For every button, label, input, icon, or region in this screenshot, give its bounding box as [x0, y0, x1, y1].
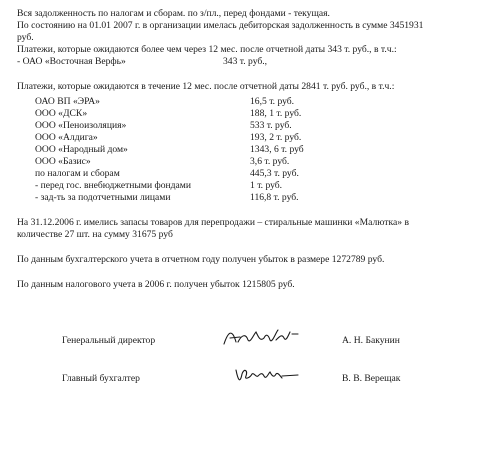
table-row-name: - перед гос. внебюджетными фондами: [35, 180, 191, 191]
accountant-title: Главный бухгалтер: [62, 373, 140, 384]
table-row-name: - зад-ть за подотчетными лицами: [35, 192, 171, 203]
intro-line-3: руб.: [17, 32, 34, 43]
director-signature: [218, 322, 308, 350]
intro-line-2: По состоянию на 01.01 2007 г. в организации имелась дебиторская задолженность в сумме 3451931: [17, 20, 424, 31]
table-row-value: 16,5 т. руб.: [250, 96, 295, 107]
table-row-name: ООО «Алдига»: [35, 132, 98, 143]
table-row-name: ООО «ДСК»: [35, 108, 88, 119]
director-name: А. Н. Бакунин: [342, 335, 400, 346]
accountant-name: В. В. Верещак: [342, 373, 401, 384]
table-row-name: ООО «Народный дом»: [35, 144, 128, 155]
table-row-value: 193, 2 т. руб.: [250, 132, 302, 143]
table-row-name: ООО «Пеноизоляция»: [35, 120, 127, 131]
table-row-value: 3,6 т. руб.: [250, 156, 290, 167]
stock-line-2: количестве 27 шт. на сумму 31675 руб: [17, 229, 173, 240]
table-row-name: ООО «Базис»: [35, 156, 91, 167]
table-row-value: 188, 1 т. руб.: [250, 108, 302, 119]
accountant-signature: [232, 362, 304, 388]
east-shipyard-value: 343 т. руб.,: [223, 56, 268, 67]
table-row-value: 1343, 6 т. руб: [250, 144, 304, 155]
table-row-value: 445,3 т. руб.: [250, 168, 299, 179]
table-row-value: 116,8 т. руб.: [250, 192, 299, 203]
within-12-months-heading: Платежи, которые ожидаются в течение 12 мес. после отчетной даты 2841 т. руб. руб., в т.ч.:: [17, 81, 395, 92]
table-row-name: по налогам и сборам: [35, 168, 120, 179]
director-title: Генеральный директор: [62, 335, 156, 346]
tax-loss-line: По данным налогового учета в 2006 г. получен убыток 1215805 руб.: [17, 279, 295, 290]
table-row-value: 533 т. руб.: [250, 120, 292, 131]
intro-line-4: Платежи, которые ожидаются более чем через 12 мес. после отчетной даты 343 т. руб., в т.ч.:: [17, 44, 397, 55]
accounting-loss-line: По данным бухгалтерского учета в отчетном году получен убыток в размере 1272789 руб.: [17, 254, 385, 265]
stock-line-1: На 31.12.2006 г. имелись запасы товаров для перепродажи – стиральные машинки «Малютка» в: [17, 217, 409, 228]
intro-line-1: Вся задолженность по налогам и сборам. по з/пл., перед фондами - текущая.: [17, 8, 330, 19]
table-row-name: ОАО ВП «ЭРА»: [35, 96, 100, 107]
east-shipyard-label: - ОАО «Восточная Верфь»: [17, 56, 126, 67]
table-row-value: 1 т. руб.: [250, 180, 283, 191]
